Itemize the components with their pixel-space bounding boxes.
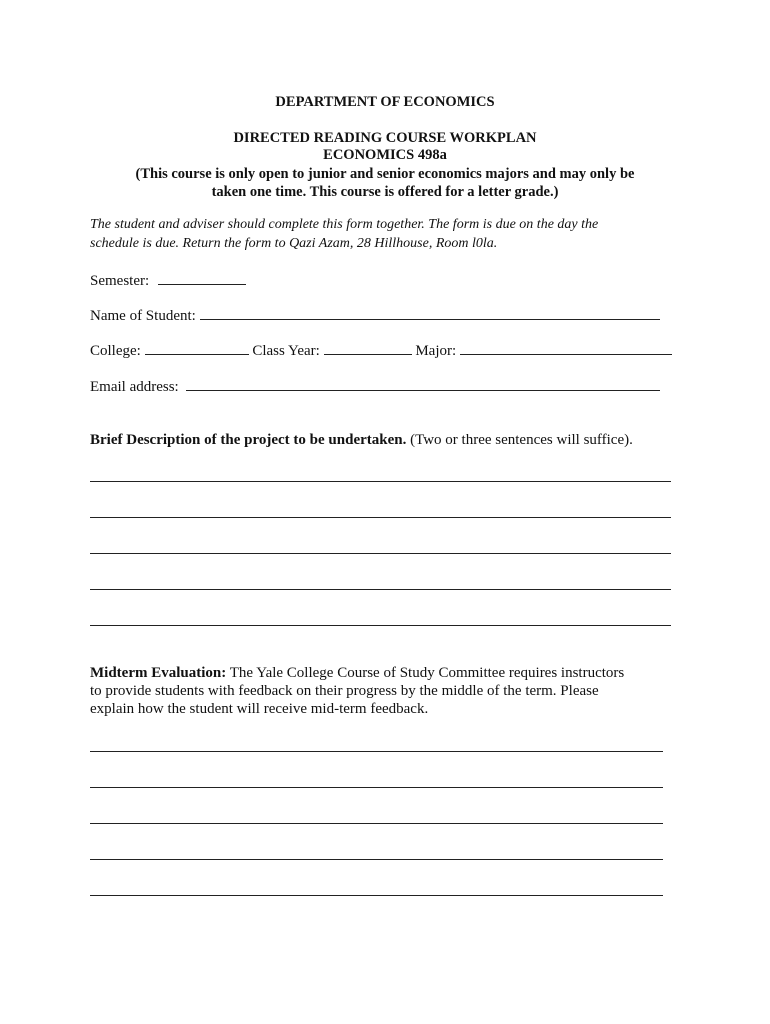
semester-field[interactable] — [158, 270, 246, 285]
midterm-line-2: to provide students with feedback on their progress by the middle of the term. Please — [90, 683, 599, 699]
college-field[interactable] — [145, 340, 249, 355]
instructions-line-2: schedule is due. Return the form to Qazi Azam, 28 Hillhouse, Room l0la. — [90, 236, 498, 251]
project-description-heading: Brief Description of the project to be undertaken. — [90, 432, 407, 448]
instructions — [90, 215, 690, 253]
semester-row — [90, 270, 246, 290]
midterm-line-3: explain how the student will receive mid-term feedback. — [90, 701, 429, 717]
email-label: Email address: — [90, 379, 179, 395]
semester-label: Semester: — [90, 273, 150, 289]
midterm-line-field-4[interactable] — [90, 859, 663, 860]
major-label: Major: — [415, 343, 457, 359]
eligibility-note — [0, 165, 770, 201]
instructions-line-1: The student and adviser should complete this form together. The form is due on the day the — [90, 217, 599, 232]
eligibility-note-line-2: taken one time. This course is offered for a letter grade.) — [211, 184, 559, 200]
midterm-line-field-5[interactable] — [90, 895, 663, 896]
email-row — [90, 376, 660, 396]
description-line-3[interactable] — [90, 553, 671, 554]
college-row — [90, 340, 672, 360]
midterm-text-1: The Yale College Course of Study Committee requires instructors — [226, 665, 625, 681]
description-line-4[interactable] — [90, 589, 671, 590]
student-name-label: Name of Student: — [90, 308, 196, 324]
department-heading: DEPARTMENT OF ECONOMICS — [275, 94, 495, 110]
description-line-5[interactable] — [90, 625, 671, 626]
major-field[interactable] — [460, 340, 672, 355]
student-name-row — [90, 305, 660, 325]
eligibility-note-line-1: (This course is only open to junior and senior economics majors and may only be — [135, 166, 635, 182]
class-year-label: Class Year: — [252, 343, 320, 359]
description-line-2[interactable] — [90, 517, 671, 518]
college-label: College: — [90, 343, 141, 359]
course-code: ECONOMICS 498a — [323, 147, 447, 163]
form-title: DIRECTED READING COURSE WORKPLAN — [233, 130, 537, 146]
class-year-field[interactable] — [324, 340, 412, 355]
midterm-heading: Midterm Evaluation: — [90, 665, 227, 681]
midterm-line-field-2[interactable] — [90, 787, 663, 788]
midterm-line-field-3[interactable] — [90, 823, 663, 824]
midterm-line-1 — [90, 664, 690, 682]
project-description-hint: (Two or three sentences will suffice). — [406, 432, 633, 448]
midterm-evaluation-section — [90, 664, 690, 718]
email-field[interactable] — [186, 376, 660, 391]
description-line-1[interactable] — [90, 481, 671, 482]
midterm-line-field-1[interactable] — [90, 751, 663, 752]
project-description-section — [90, 431, 690, 449]
student-name-field[interactable] — [200, 305, 660, 320]
